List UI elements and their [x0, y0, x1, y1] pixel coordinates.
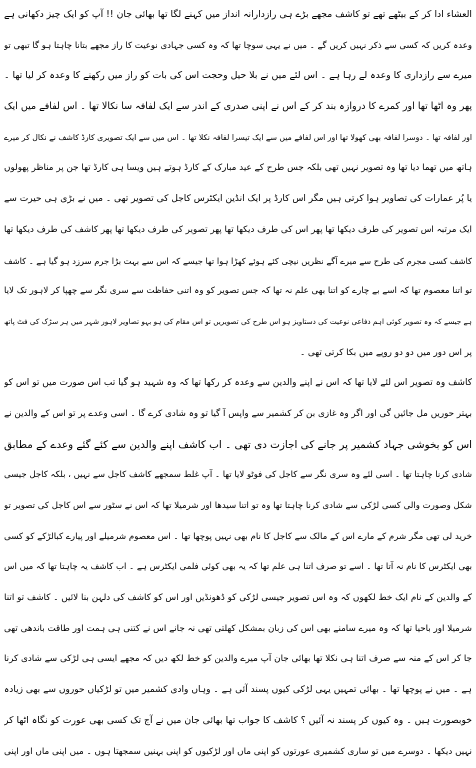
text-line: نہیں دیکھا ۔ دوسرے میں تو ساری کشمیری عورتوں کو اپنی ماں اور لڑکیوں کو اپنی بہنیں سمجھتا ہوں ۔ میں اپنی ماں اور اپنی — [4, 746, 472, 757]
text-line: ہاتھ میں تھما دیا تھا وہ تصویر نہیں تھی بلکہ جس طرح کے عید مبارک کے کارڈ ہوتے ہیں ویسا ہی کارڈ تھا جن پر مناظر پھولوں — [4, 163, 472, 174]
text-line: کاشف وہ تصویر اس لئے لایا تھا کہ اس نے اپنے والدین سے وعدہ کر رکھا تھا کہ وہ شہید ہو گیا تب اس صورت میں تو اس کو — [4, 378, 472, 389]
text-line: اس کو بخوشی جہاد کشمیر پر جانے کی اجازت دی تھی ۔ اب کاشف اپنے والدین سے کئے گئے وعدے کے مطابق — [4, 438, 472, 451]
text-line: بھی ایکٹرس کا نام نہ آتا تھا ۔ اسے تو صرف اتنا ہی علم تھا کہ یہ بھی کوئی فلمی ایکٹرس ہے ۔ اب کاشف یہ چاہتا تھا کہ میں اس — [4, 562, 472, 573]
text-line: اور لفافہ تھا ۔ دوسرا لفافہ بھی کھولا تھا اور اس لفافے میں سے ایک تیسرا لفافہ نکلا تھا ۔ اس میں سے ایک تصویری کارڈ کاشف نے نکال کر میرے — [4, 132, 472, 142]
text-line: میرے سے رازداری کا وعدہ لے رہا ہے ۔ اس لئے میں نے بلا حیل وحجت اس کی بات کو راز میں رکھنے کا وعدہ کر لیا تھا ۔ — [4, 70, 472, 82]
text-line: بہتر حوریں مل جائیں گی اور اگر وہ غازی بن کر کشمیر سے واپس آ گیا تو وہ شادی کرے گا ۔ اسی وعدے پر تو اس کے والدین نے — [4, 408, 472, 419]
text-line: شرمیلا اور باحیا تھا کہ وہ میرے سامنے بھی اس کی زبان بمشکل کھلتی تھی نہ جانے اس نے کتنی ہی ہمت اور طاقت باندھی تھی — [4, 623, 472, 634]
text-line: العشاء ادا کر کے بیٹھے تھے تو کاشف مجھے بڑے ہی رازدارانہ انداز میں کہنے لگا تھا بھائی جان !! آپ کو ایک چیز دکھانی ہے — [4, 9, 472, 20]
text-line: پھر وہ اٹھا تھا اور کمرے کا دروازہ بند کر کے اس نے اپنی صدری کے اندر سے ایک لفافہ سا نکالا تھا ۔ اس لفافے میں ایک — [4, 101, 472, 113]
text-line: کاشف کسی مجرم کی طرح سے میرے آگے نظریں نیچی کئے ہوئے کھڑا ہوا تھا جیسے کہ اس سے بہت بڑا جرم سرزد ہو گیا ہے ۔ کاشف — [4, 255, 472, 266]
text-line: جا کر اس کے منہ سے صرف اتنا ہی نکلا تھا بھائی جان آپ میرے والدین کو خط لکھ دیں کہ مجھے ایسی ہی لڑکی سے شادی کرنا — [4, 654, 472, 665]
text-line: کے والدین کے نام ایک خط لکھوں کہ وہ اس تصویر جیسی لڑکی کو ڈھونڈیں اور اس کو کاشف کی دلہن بنا لائیں ۔ کاشف تو اتنا — [4, 593, 472, 604]
text-line: شکل وصورت والی کسی لڑکی سے شادی کرنا چاہتا تھا وہ تو اتنا سیدھا اور شرمیلا تھا کہ اس نے سٹور سے اس کاجل کی تصویر تو — [4, 501, 472, 511]
paragraph-last-line: پر اس دور میں دو دو روپے میں بکا کرتی تھی ۔ — [299, 347, 472, 358]
text-line: وعدہ کریں کہ کسی سے ذکر نہیں کریں گے ۔ میں نے یہی سوچا تھا کہ وہ کسی جہادی نوعیت کا راز مجھے بتانا چاہتا ہو گا تبھی تو — [4, 40, 472, 51]
text-line: ہے جیسے کہ وہ تصویر کوئی اہم دفاعی نوعیت کی دستاویز ہو اس طرح کی تصویریں تو اس مقام کی ہو بہو تصاویر لاہور شہر میں ہر سڑک کی فٹ پاتھ — [4, 316, 472, 326]
text-line: ایک مرتبہ اس تصویر کی طرف دیکھا تھا پھر اس کی طرف دیکھا تھا پھر تصویر کی طرف دیکھا تھا پھر کاشف کی طرف دیکھا تھا — [4, 224, 472, 235]
text-line: شادی کرنا چاہتا تھا ۔ اسی لئے وہ سری نگر سے کاجل کی فوٹو لایا تھا ۔ آپ غلط سمجھے کاشف کاجل سے نہیں ، بلکہ کاجل جیسی — [4, 470, 472, 481]
text-line: خوبصورت ہیں ۔ وہ کیوں کر پسند نہ آئیں ؟ کاشف کا جواب تھا بھائی جان میں نے آج تک کسی بھی عورت کو نگاہ اٹھا کر — [4, 714, 472, 726]
text-line: ہے ۔ میں نے پوچھا تھا ۔ بھائی تمہیں یہی لڑکی کیوں پسند آئی ہے ۔ وہاں وادی کشمیر میں تو لڑکیاں حوروں سے بھی زیادہ — [4, 685, 472, 696]
paragraph — [4, 0, 472, 368]
paragraph — [4, 368, 472, 767]
text-line: خرید لی تھی مگر شرم کے مارے اس کے مالک سے کاجل کا نام بھی نہیں پوچھا تھا ۔ اس معصوم شرمیلے اور پیارے کبالڑکے کو کسی — [4, 531, 472, 542]
text-line: یا پُر عمارات کی تصاویر ہوا کرتی ہیں مگر اس کارڈ پر ایک انڈین ایکٹرس کاجل کی تصویر تھی ۔ میں نے بڑی ہی حیرت سے — [4, 194, 472, 205]
text-line: تو اتنا معصوم تھا کہ اسے بے چارے کو اتنا بھی علم نہ تھا کہ جس تصویر کو وہ اتنی حفاظت سے سری نگر سے چھپا کر لاہور تک لایا — [4, 286, 472, 297]
